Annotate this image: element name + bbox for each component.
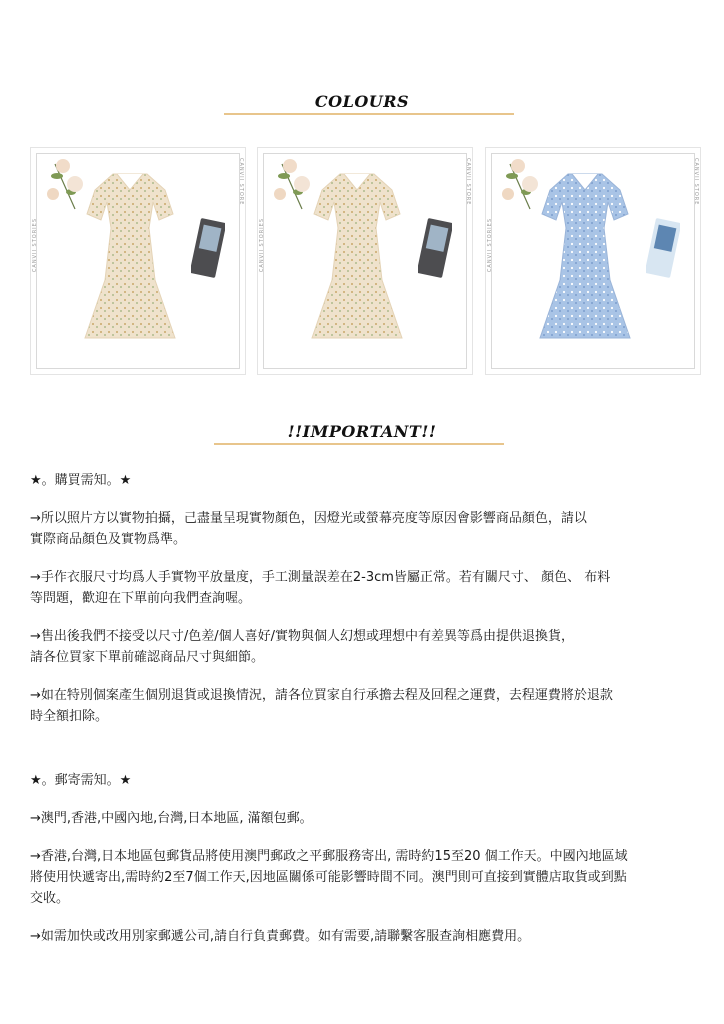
magazine-prop <box>646 218 680 278</box>
side-watermark: CANVII STORE <box>693 158 699 206</box>
purchase-notice-item: →如在特別個案產生個別退貨或退換情況，請各位買家自行承擔去程及回程之運費，去程運費將於退款 時全額扣除。 <box>30 688 613 724</box>
dress-image <box>75 162 185 362</box>
side-watermark: CANVII STORE <box>238 158 244 206</box>
product-photo-3[interactable] <box>485 147 701 375</box>
purchase-notice-title: ★。購買需知。★ <box>30 473 132 488</box>
important-heading: !!IMPORTANT!! <box>287 422 437 441</box>
side-watermark: CANVII STORIES <box>487 218 493 273</box>
product-photo-2[interactable] <box>257 147 473 375</box>
dress-image <box>302 162 412 362</box>
section-gap <box>30 744 670 770</box>
shipping-notice-title: ★。郵寄需知。★ <box>30 773 132 788</box>
side-watermark: CANVII STORIES <box>32 218 38 273</box>
notice-content <box>30 470 670 964</box>
purchase-notice-item: →所以照片方以實物拍攝，己盡量呈現實物顏色，因燈光或螢幕亮度等原因會影響商品顏色，請以 實際商品顏色及實物爲準。 <box>30 511 587 547</box>
magazine-prop <box>418 218 452 278</box>
shipping-notice-item: →如需加快或改用別家郵遞公司,請自行負責郵費。如有需要,請聯繫客服查詢相應費用。 <box>30 929 531 944</box>
purchase-notice-item: →手作衣服尺寸均爲人手實物平放量度，手工測量誤差在2-3cm皆屬正常。若有關尺寸、 顏色、 布料 等問題，歡迎在下單前向我們查詢喔。 <box>30 570 611 606</box>
dress-image <box>530 162 640 362</box>
shipping-notice-item: →香港,台灣,日本地區包郵貨品將使用澳門郵政之平郵服務寄出, 需時約15至20 個工作天。中國內地區域 將使用快遞寄出,需時約2至7個工作天,因地區關係可能影響時間不同。澳門則可直接到實體店取貨或到點 交收。 <box>30 849 628 906</box>
side-watermark: CANVII STORE <box>465 158 471 206</box>
colours-divider <box>224 113 514 115</box>
side-watermark: CANVII STORIES <box>259 218 265 273</box>
magazine-prop <box>191 218 225 278</box>
purchase-notice-item: →售出後我們不接受以尺寸/色差/個人喜好/實物與個人幻想或理想中有差異等爲由提供退換貨， 請各位買家下單前確認商品尺寸與細節。 <box>30 629 575 665</box>
colours-heading: COLOURS <box>314 92 410 111</box>
product-photo-1[interactable] <box>30 147 246 375</box>
shipping-notice-item: →澳門,香港,中國內地,台灣,日本地區, 滿額包郵。 <box>30 811 313 826</box>
important-divider <box>214 443 504 445</box>
